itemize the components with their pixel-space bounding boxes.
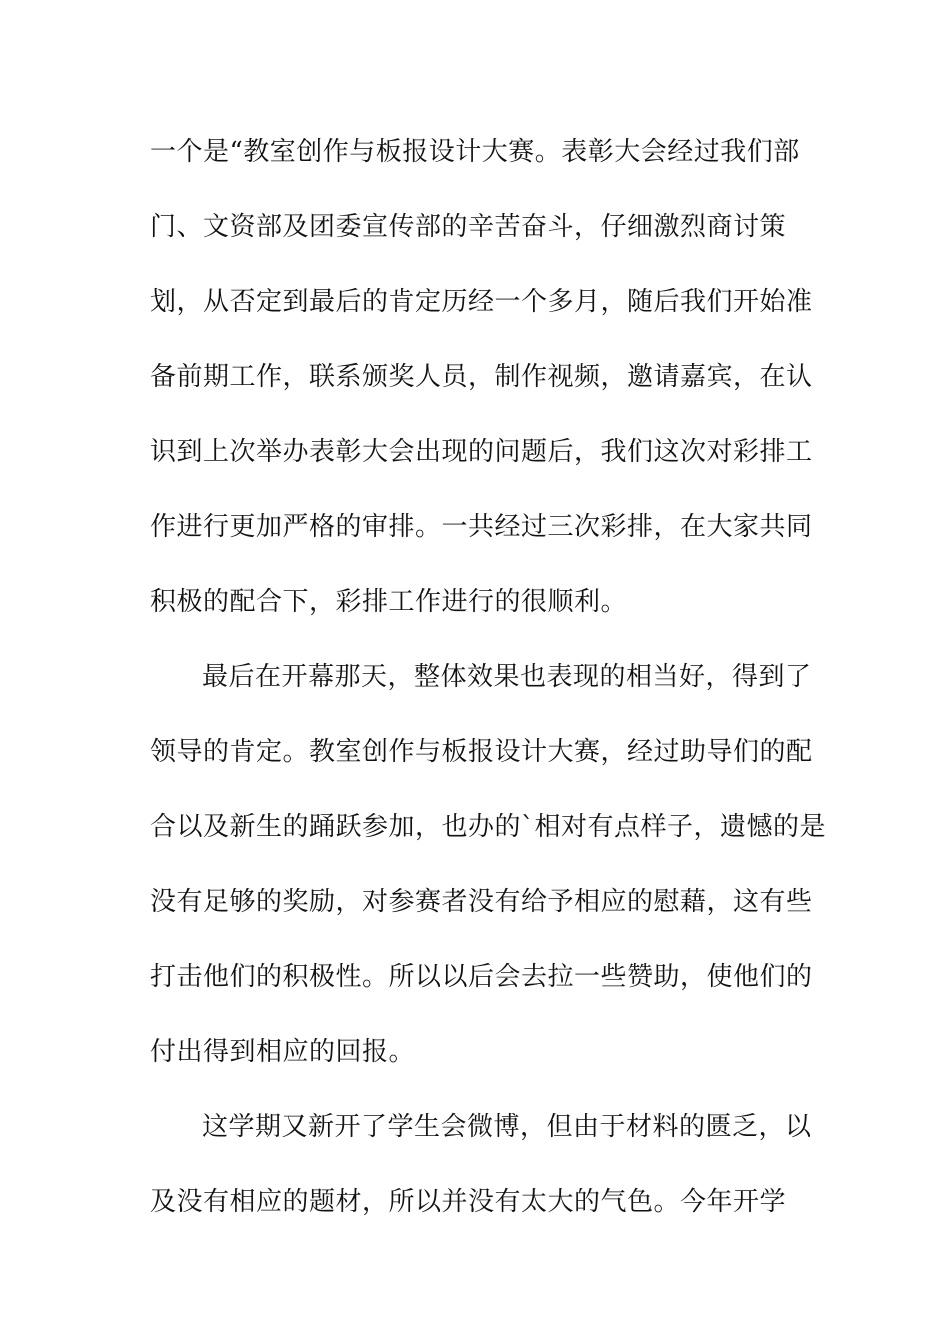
text-line: 及没有相应的题材，所以并没有太大的气色。今年开学	[150, 1187, 787, 1217]
text-line: 领导的肯定。教室创作与板报设计大赛，经过助导们的配	[150, 737, 813, 767]
text-line: 作进行更加严格的审排。一共经过三次彩排，在大家共同	[150, 512, 813, 542]
text-line: 识到上次举办表彰大会出现的问题后，我们这次对彩排工	[150, 437, 813, 467]
text-line: 积极的配合下，彩排工作进行的很顺利。	[150, 587, 628, 617]
text-line: 最后在开幕那天，整体效果也表现的相当好，得到了	[202, 662, 812, 692]
text-line: 这学期又新开了学生会微博，但由于材料的匮乏，以	[202, 1112, 812, 1142]
text-line: 划，从否定到最后的肯定历经一个多月，随后我们开始准	[150, 287, 813, 317]
text-line: 一个是“教室创作与板报设计大赛。表彰大会经过我们部	[150, 137, 800, 167]
text-line: 门、文资部及团委宣传部的辛苦奋斗，仔细激烈商讨策	[150, 212, 787, 242]
text-line: 没有足够的奖励，对参赛者没有给予相应的慰藉，这有些	[150, 887, 813, 917]
text-line: 打击他们的积极性。所以以后会去拉一些赞助，使他们的	[150, 962, 813, 992]
text-line: 合以及新生的踊跃参加，也办的`相对有点样子，遗憾的是	[150, 812, 827, 842]
text-line: 备前期工作，联系颁奖人员，制作视频，邀请嘉宾，在认	[150, 362, 813, 392]
text-line: 付出得到相应的回报。	[150, 1037, 416, 1067]
